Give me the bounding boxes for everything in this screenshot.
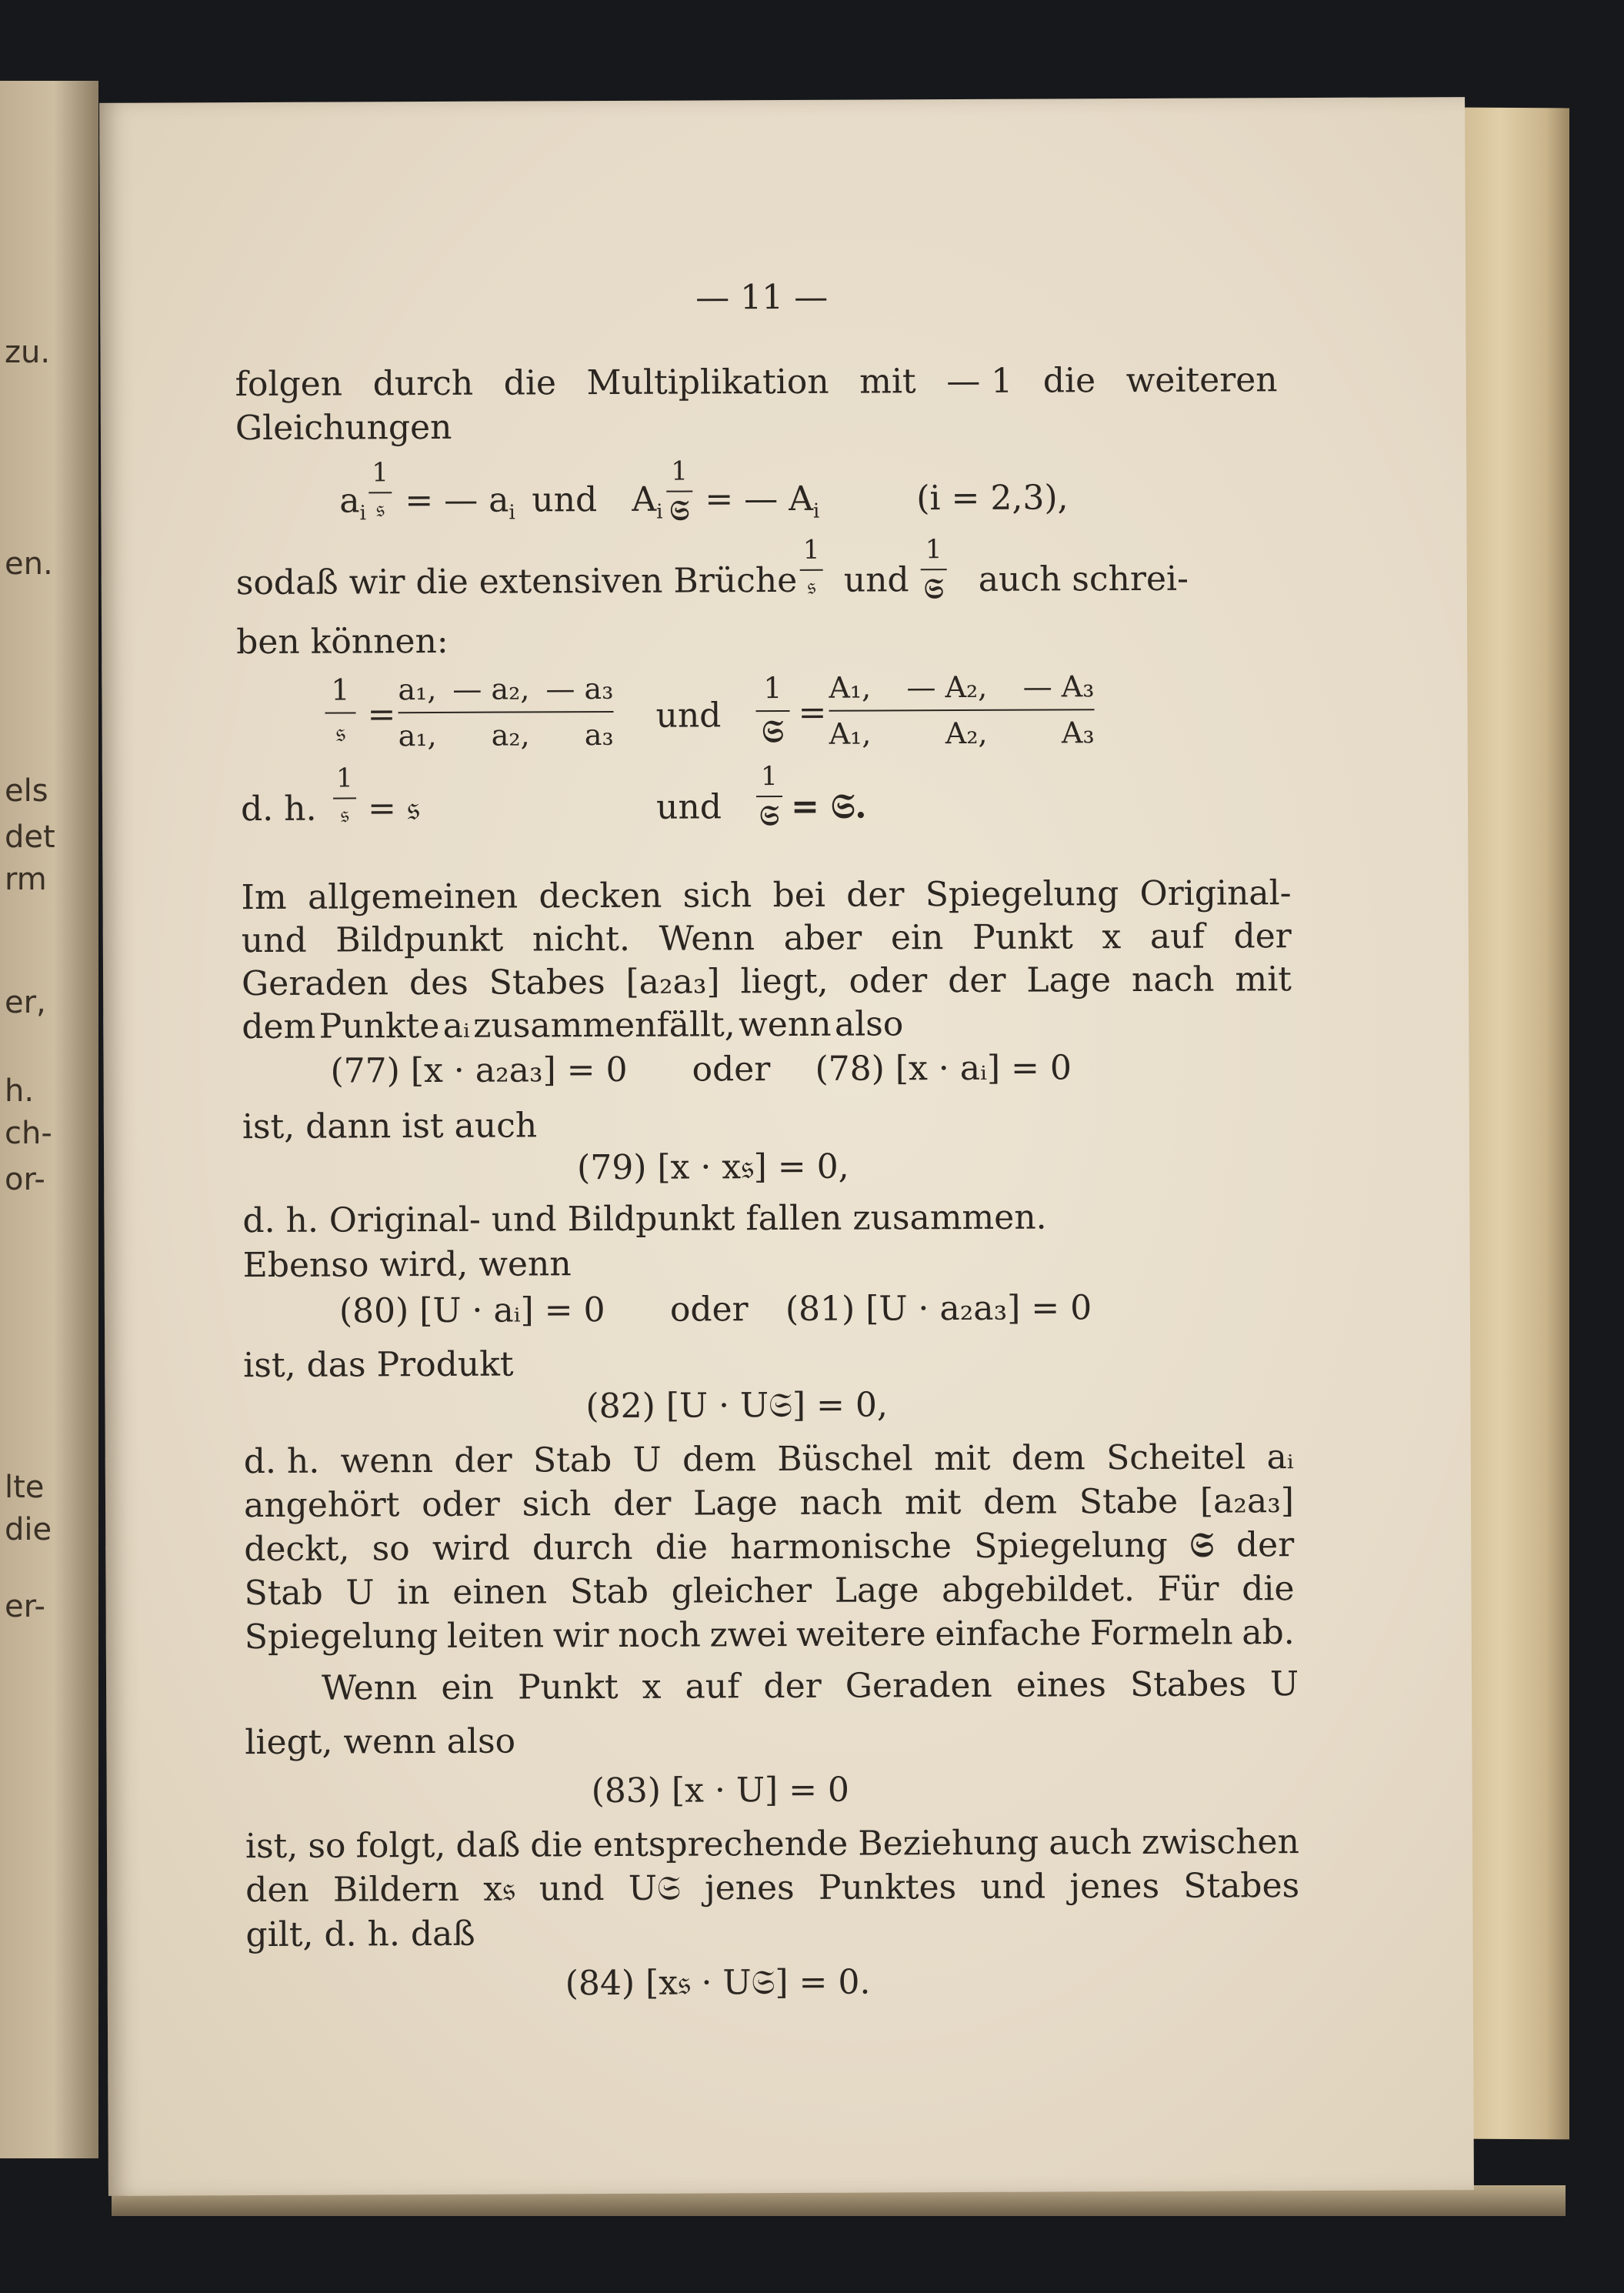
word: allgemeinen bbox=[307, 876, 519, 917]
word: jenes bbox=[1069, 1866, 1160, 1907]
eq-rhs: = 𝔰 bbox=[367, 789, 420, 829]
word: also bbox=[834, 1004, 904, 1044]
fraction bbox=[756, 763, 782, 840]
word: die bbox=[655, 1527, 709, 1567]
word: Original- bbox=[1139, 873, 1292, 913]
text-line bbox=[244, 1613, 1295, 1657]
word: der bbox=[1236, 1525, 1295, 1565]
word: die bbox=[530, 1825, 583, 1865]
word: deckt, bbox=[244, 1529, 350, 1570]
word: zwischen bbox=[1141, 1822, 1299, 1862]
word: leiten bbox=[446, 1616, 545, 1656]
word: nach bbox=[1131, 960, 1215, 1000]
formula-78: (78) [x · aᵢ] = 0 bbox=[815, 1048, 1072, 1089]
word: daß bbox=[455, 1825, 521, 1865]
fraction-bar bbox=[800, 569, 823, 571]
array-term: a₁, bbox=[398, 672, 437, 707]
word-oder: oder bbox=[669, 1290, 749, 1330]
word: x bbox=[1102, 917, 1122, 957]
fraction-numerator: 1 bbox=[802, 534, 820, 566]
word: zwei bbox=[709, 1615, 788, 1655]
fraction bbox=[755, 673, 789, 758]
array-term: a₂, bbox=[491, 718, 530, 753]
word: Lage bbox=[834, 1570, 919, 1610]
word: der bbox=[846, 875, 905, 915]
text-line bbox=[242, 1004, 904, 1047]
margin-fragment: die bbox=[5, 1512, 52, 1547]
margin-fragment: lte bbox=[5, 1470, 45, 1505]
text-line bbox=[243, 1437, 1294, 1482]
word: Bildern bbox=[332, 1869, 460, 1910]
word: weitere bbox=[795, 1614, 926, 1654]
word: Wenn bbox=[659, 919, 755, 959]
margin-fragment: en. bbox=[5, 546, 53, 582]
fraction-numerator: 1 bbox=[335, 763, 353, 794]
word: des bbox=[409, 963, 469, 1003]
word: harmonische bbox=[730, 1527, 952, 1567]
word: decken bbox=[539, 876, 662, 916]
equals-sign: = bbox=[798, 693, 827, 733]
text-line bbox=[241, 916, 1292, 961]
word: jenes bbox=[704, 1867, 795, 1908]
fraction-array-top bbox=[829, 669, 1095, 705]
fraction-bar bbox=[666, 491, 692, 492]
text-line: gilt, d. h. daß bbox=[245, 1914, 475, 1955]
word: [a₂a₃] bbox=[625, 962, 720, 1002]
word: den bbox=[245, 1870, 309, 1911]
word: Stabes bbox=[489, 963, 605, 1003]
word-und: und bbox=[655, 696, 722, 736]
fraction-denominator: 𝔰 bbox=[340, 801, 349, 829]
word: und bbox=[241, 920, 307, 961]
text-line: Ebenso wird, wenn bbox=[242, 1244, 572, 1286]
fraction-array-bottom bbox=[398, 717, 614, 753]
word: aᵢ bbox=[1266, 1437, 1294, 1477]
word: Punkt bbox=[972, 917, 1073, 957]
text-line bbox=[245, 1822, 1299, 1867]
word: die bbox=[1242, 1569, 1295, 1609]
formula-82: (82) [U · U𝔖] = 0, bbox=[585, 1385, 889, 1427]
word: ist, bbox=[245, 1826, 298, 1867]
fraction-denominator: 𝔖 bbox=[669, 494, 690, 527]
fraction-numerator: 1 bbox=[331, 673, 350, 707]
array-term: — a₃ bbox=[545, 671, 614, 706]
word: auf bbox=[1149, 916, 1205, 956]
margin-fragment: h. bbox=[5, 1073, 35, 1109]
fraction bbox=[800, 534, 823, 614]
fraction-denominator: 𝔖 bbox=[924, 572, 944, 606]
text-line bbox=[245, 1866, 1300, 1911]
word: Lage bbox=[692, 1484, 778, 1524]
fraction-numerator: 1 bbox=[671, 456, 689, 487]
text-segment: d. h. bbox=[240, 789, 317, 829]
fraction-numerator: 1 bbox=[372, 457, 389, 489]
word: aber bbox=[783, 918, 862, 959]
array-term: A₁, bbox=[829, 716, 872, 751]
fraction-bar bbox=[829, 709, 1095, 712]
word: oder bbox=[422, 1484, 500, 1525]
fraction bbox=[921, 536, 947, 613]
word: Spiegelung bbox=[925, 874, 1119, 915]
fraction-denominator: 𝔰 bbox=[375, 496, 385, 523]
word-und: und bbox=[843, 560, 909, 600]
word: die bbox=[1042, 361, 1096, 401]
text-line bbox=[241, 873, 1292, 918]
word: Für bbox=[1157, 1569, 1219, 1609]
word: und bbox=[980, 1867, 1046, 1907]
eq-rhs: = 𝔖. bbox=[790, 786, 867, 826]
eq-symbol bbox=[632, 479, 663, 524]
formula-81: (81) [U · a₂a₃] = 0 bbox=[785, 1288, 1092, 1330]
word: Multiplikation bbox=[586, 362, 829, 403]
word: abgebildet. bbox=[941, 1570, 1135, 1610]
word: sich bbox=[522, 1484, 592, 1524]
fraction-array-bottom bbox=[829, 718, 1095, 749]
word: Geraden bbox=[845, 1665, 992, 1706]
word: U bbox=[345, 1573, 375, 1613]
word: Stab bbox=[532, 1440, 612, 1480]
word: dem bbox=[983, 1482, 1058, 1522]
word: Geraden bbox=[241, 963, 389, 1004]
word: Wenn bbox=[321, 1668, 418, 1708]
word: d. h. bbox=[243, 1441, 320, 1482]
word: mit bbox=[1235, 960, 1292, 1000]
word: so bbox=[308, 1826, 346, 1866]
eq-symbol-A: A bbox=[632, 479, 657, 519]
fraction-array-top bbox=[398, 671, 614, 707]
word: dem bbox=[1011, 1438, 1085, 1478]
fraction-numerator: 1 bbox=[925, 534, 942, 566]
word: U bbox=[632, 1440, 662, 1480]
text-line: d. h. Original- und Bildpunkt fallen zusammen. bbox=[242, 1197, 1047, 1241]
array-term: — a₂, bbox=[452, 672, 530, 706]
word: der bbox=[763, 1666, 822, 1707]
text-segment: sodaß wir die extensiven Brüche bbox=[235, 560, 798, 603]
word: U bbox=[1269, 1664, 1299, 1704]
word: Im bbox=[241, 877, 287, 918]
text-line bbox=[243, 1481, 1295, 1526]
formula-79: (79) [x · x𝔰] = 0, bbox=[577, 1146, 849, 1188]
word: einfache bbox=[935, 1614, 1082, 1654]
margin-fragment: det bbox=[5, 819, 55, 855]
text-line: ist, dann ist auch bbox=[242, 1106, 538, 1147]
fraction-denominator: 𝔰 bbox=[335, 717, 346, 749]
word: mit bbox=[904, 1483, 962, 1523]
word: Punkte bbox=[318, 1006, 440, 1046]
margin-fragment: els bbox=[5, 773, 48, 809]
margin-fragment: or- bbox=[5, 1162, 45, 1197]
word: Spiegelung bbox=[974, 1525, 1168, 1566]
text-line: ist, das Produkt bbox=[243, 1344, 514, 1386]
word: Stabes bbox=[1183, 1866, 1300, 1906]
word: wir bbox=[552, 1616, 609, 1656]
word: Stab bbox=[244, 1573, 323, 1614]
array-term: a₃ bbox=[584, 717, 614, 753]
word: dem bbox=[682, 1440, 757, 1480]
word: Scheitel bbox=[1106, 1437, 1246, 1478]
eq-rhs bbox=[705, 479, 820, 523]
text-line bbox=[244, 1525, 1295, 1570]
book-page bbox=[99, 97, 1474, 2196]
word: aᵢ bbox=[442, 1006, 470, 1046]
fraction-array bbox=[829, 669, 1095, 758]
word: Lage bbox=[1026, 960, 1112, 1000]
word: entsprechende bbox=[592, 1824, 849, 1865]
fraction-bar bbox=[756, 710, 790, 712]
fraction-bar bbox=[398, 711, 614, 713]
array-term: A₃ bbox=[1061, 716, 1095, 750]
text-line bbox=[244, 1569, 1295, 1614]
word: so bbox=[372, 1529, 410, 1569]
left-neighbour-page bbox=[0, 81, 98, 2158]
word: durch bbox=[372, 363, 474, 404]
text-line bbox=[241, 960, 1292, 1004]
formula-84: (84) [x𝔰 · U𝔖] = 0. bbox=[565, 1962, 871, 2004]
word: ein bbox=[890, 918, 944, 958]
array-term: — A₃ bbox=[1022, 669, 1095, 704]
word: der bbox=[612, 1484, 672, 1524]
word: noch bbox=[618, 1615, 702, 1655]
word: ein bbox=[441, 1667, 495, 1707]
word: der bbox=[948, 960, 1006, 1001]
margin-fragment: er- bbox=[5, 1589, 45, 1624]
text-line: liegt, wenn also bbox=[245, 1721, 516, 1763]
word: Beziehung bbox=[858, 1823, 1039, 1864]
word: angehört bbox=[243, 1485, 400, 1526]
eq-text: = — a bbox=[405, 480, 509, 521]
eq-symbol bbox=[339, 481, 367, 526]
text-line: Gleichungen bbox=[235, 407, 452, 449]
word: mit bbox=[859, 362, 916, 402]
word: Bildpunkt bbox=[335, 920, 504, 960]
word: 𝔖 bbox=[1189, 1525, 1214, 1565]
word-und: und bbox=[532, 480, 598, 520]
fraction-numerator: 1 bbox=[763, 671, 782, 706]
fraction bbox=[325, 675, 355, 759]
word: Büschel bbox=[777, 1439, 913, 1480]
word: Stabes bbox=[1129, 1664, 1246, 1705]
word: gleicher bbox=[671, 1570, 812, 1611]
word: in bbox=[397, 1573, 430, 1613]
word: oder bbox=[849, 961, 928, 1001]
formula-83: (83) [x · U] = 0 bbox=[591, 1770, 850, 1811]
word: x𝔰 bbox=[483, 1869, 515, 1909]
word: Spiegelung bbox=[244, 1616, 439, 1657]
fraction-array bbox=[398, 671, 614, 759]
margin-fragment: ch- bbox=[5, 1116, 52, 1151]
array-term: — A₂, bbox=[906, 669, 988, 705]
word: ab. bbox=[1242, 1613, 1295, 1653]
word: auf bbox=[685, 1667, 740, 1707]
word-oder: oder bbox=[692, 1050, 771, 1090]
word: [a₂a₃] bbox=[1199, 1481, 1295, 1521]
margin-fragment: zu. bbox=[5, 335, 51, 370]
word: nicht. bbox=[532, 919, 631, 960]
eq-subscript: i bbox=[509, 501, 515, 525]
eq-rhs bbox=[405, 480, 515, 525]
margin-fragment: rm bbox=[5, 862, 47, 897]
margin-fragment: er, bbox=[5, 985, 46, 1020]
word: dem bbox=[242, 1006, 316, 1047]
text-line: ben können: bbox=[236, 621, 449, 663]
word: der bbox=[1233, 916, 1292, 956]
word: Stabe bbox=[1079, 1481, 1179, 1522]
equals-sign: = bbox=[367, 695, 396, 735]
word: folgt, bbox=[355, 1825, 446, 1866]
fraction bbox=[666, 456, 692, 536]
word-und: und bbox=[655, 787, 722, 827]
eq-subscript: i bbox=[656, 500, 663, 524]
fraction-denominator: 𝔖 bbox=[759, 799, 779, 833]
word: nach bbox=[799, 1483, 883, 1523]
word: U𝔖 bbox=[628, 1868, 681, 1908]
word: Punkt bbox=[517, 1667, 619, 1707]
page-number: — 11 — bbox=[695, 277, 829, 318]
text-line bbox=[235, 360, 1278, 405]
eq-range: (i = 2,3), bbox=[916, 478, 1069, 519]
fraction-bar bbox=[368, 492, 392, 493]
fraction-denominator: 𝔖 bbox=[762, 713, 784, 750]
word: x bbox=[642, 1667, 662, 1707]
array-term: a₁, bbox=[398, 718, 437, 753]
formula-77: (77) [x · a₂a₃] = 0 bbox=[330, 1050, 628, 1091]
array-term: A₂, bbox=[945, 716, 988, 751]
word: die bbox=[503, 363, 557, 403]
word: auch bbox=[1049, 1823, 1132, 1863]
word: wenn bbox=[340, 1441, 434, 1481]
word: wird bbox=[432, 1528, 510, 1569]
word: der bbox=[454, 1440, 512, 1480]
word: sich bbox=[682, 876, 752, 916]
word: und bbox=[539, 1869, 605, 1909]
fraction-denominator: 𝔰 bbox=[807, 572, 816, 600]
fraction-numerator: 1 bbox=[760, 761, 778, 793]
text-segment: auch schrei- bbox=[978, 559, 1189, 599]
word: Formeln bbox=[1089, 1613, 1233, 1654]
array-term: A₁, bbox=[829, 670, 872, 705]
fraction-bar bbox=[921, 569, 947, 570]
fraction-bar bbox=[756, 796, 782, 797]
eq-subscript: i bbox=[359, 502, 367, 526]
word: folgen bbox=[235, 364, 343, 405]
word: — 1 bbox=[946, 361, 1013, 402]
word: weiteren bbox=[1125, 360, 1278, 401]
word: mit bbox=[933, 1438, 991, 1479]
word: Punktes bbox=[818, 1867, 957, 1907]
word: Stab bbox=[569, 1571, 649, 1612]
fraction-bar bbox=[325, 712, 356, 713]
word: bei bbox=[772, 875, 825, 916]
word: liegt, bbox=[740, 961, 829, 1002]
text-line bbox=[321, 1664, 1299, 1708]
word: wenn bbox=[739, 1004, 832, 1045]
fraction-bar bbox=[333, 797, 356, 799]
eq-subscript: i bbox=[812, 499, 820, 523]
fraction bbox=[368, 459, 392, 536]
eq-text: = — A bbox=[705, 479, 814, 519]
word: zusammenfällt, bbox=[473, 1005, 735, 1046]
fraction bbox=[333, 765, 356, 842]
formula-80: (80) [U · aᵢ] = 0 bbox=[338, 1290, 605, 1331]
word: durch bbox=[532, 1527, 633, 1568]
word: eines bbox=[1015, 1665, 1107, 1705]
word: einen bbox=[452, 1572, 548, 1612]
eq-symbol-a: a bbox=[339, 481, 360, 521]
